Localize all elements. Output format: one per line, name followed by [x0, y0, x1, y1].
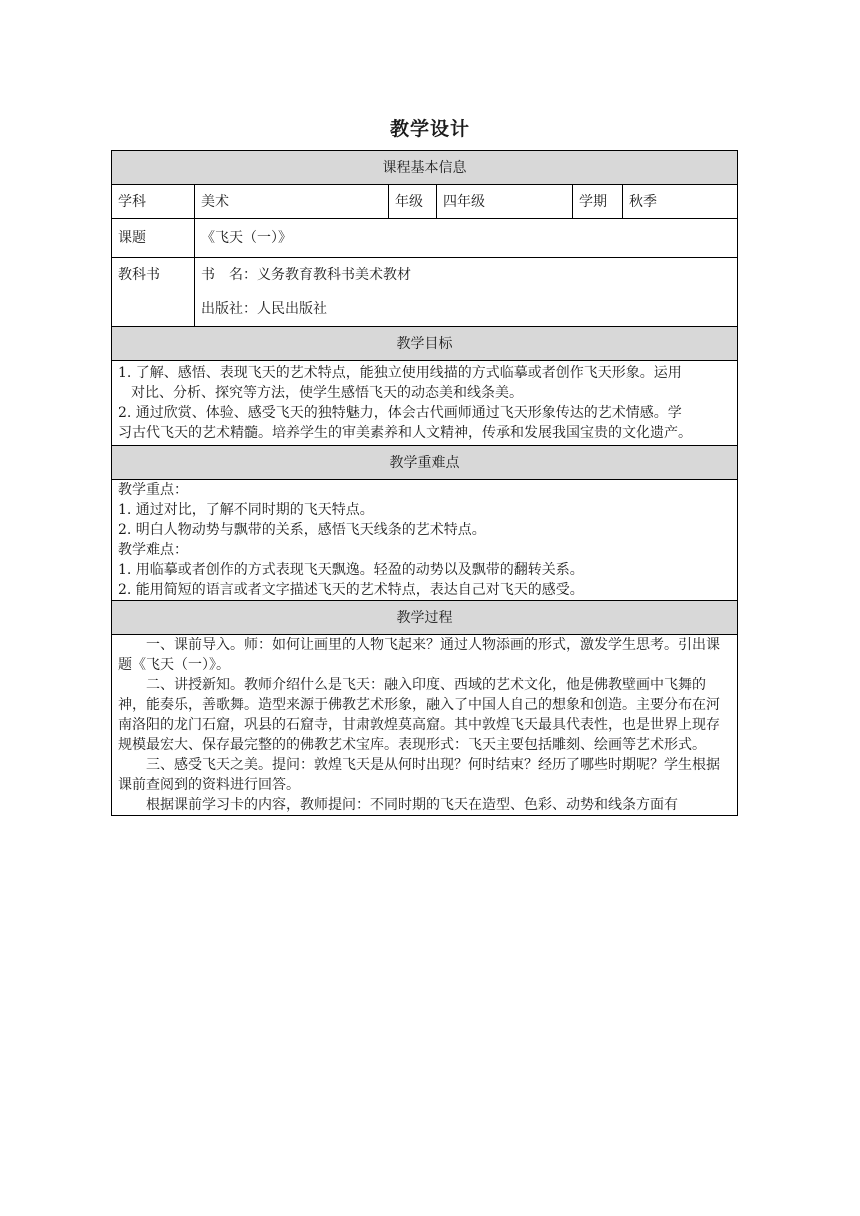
- focus-label: 教学重点：: [118, 482, 188, 498]
- term-label: 学期: [573, 185, 623, 219]
- key-points-header: 教学重难点: [112, 446, 738, 480]
- process-paragraph-4: 根据课前学习卡的内容，教师提问：不同时期的飞天在造型、色彩、动势和线条方面有: [146, 797, 678, 813]
- process-paragraph-1: 一、课前导入。师：如何让画里的人物飞起来？通过人物添画的形式，激发学生思考。引出课题《飞天（一）》。: [118, 637, 720, 673]
- focus-item-2: 2. 明白人物动势与飘带的关系，感悟飞天线条的艺术特点。: [118, 522, 486, 538]
- term-value: 秋季: [623, 185, 738, 219]
- textbook-label: 教科书: [112, 258, 195, 327]
- grade-label: 年级: [389, 185, 437, 219]
- process-row: [112, 635, 738, 816]
- process-paragraph-2: 二、讲授新知。教师介绍什么是飞天：融入印度、西域的艺术文化，他是佛教壁画中飞舞的神，能奏乐，善歌舞。造型来源于佛教艺术形象，融入了中国人自己的想象和创造。主要分布在河南洛阳的龙门石窟，巩县的石窟寺，甘肃敦煌莫高窟。其中敦煌飞天最具代表性，也是世界上现存规模最宏大、保存最完整的的佛教艺术宝库。表现形式：飞天主要包括雕刻、绘画等艺术形式。: [118, 677, 720, 753]
- basic-info-header: 课程基本信息: [112, 151, 738, 185]
- textbook-row: [112, 258, 738, 327]
- topic-label: 课题: [112, 219, 195, 258]
- grade-value: 四年级: [437, 185, 573, 219]
- difficulty-item-1: 1. 用临摹或者创作的方式表现飞天飘逸。轻盈的动势以及飘带的翻转关系。: [118, 562, 584, 578]
- objectives-header: 教学目标: [112, 327, 738, 361]
- subject-value: 美术: [195, 185, 389, 219]
- lesson-plan-table: [111, 150, 738, 816]
- objectives-row: [112, 361, 738, 446]
- difficulty-label: 教学难点：: [118, 542, 188, 558]
- subject-label: 学科: [112, 185, 195, 219]
- key-points-header-row: [112, 446, 738, 480]
- key-points-row: [112, 480, 738, 601]
- topic-row: [112, 219, 738, 258]
- objective-2-line-2: 习古代飞天的艺术精髓。培养学生的审美素养和人文精神，传承和发展我国宝贵的文化遗产。: [118, 425, 692, 441]
- process-header-row: [112, 601, 738, 635]
- focus-item-1: 1. 通过对比，了解不同时期的飞天特点。: [118, 502, 374, 518]
- textbook-publisher: 出版社：人民出版社: [201, 301, 327, 317]
- textbook-name: 书 名：义务教育教科书美术教材: [201, 267, 411, 283]
- process-paragraph-3: 三、感受飞天之美。提问：敦煌飞天是从何时出现？何时结束？经历了哪些时期呢？学生根据课前查阅到的资料进行回答。: [118, 757, 720, 793]
- objectives-header-row: [112, 327, 738, 361]
- objective-2-line-1: 2. 通过欣赏、体验、感受飞天的独特魅力，体会古代画师通过飞天形象传达的艺术情感。学: [118, 405, 682, 421]
- objective-1-line-2: 对比、分析、探究等方法，使学生感悟飞天的动态美和线条美。: [131, 385, 523, 401]
- objective-1-line-1: 1. 了解、感悟、表现飞天的艺术特点，能独立使用线描的方式临摹或者创作飞天形象。运用: [118, 365, 682, 381]
- topic-value: 《飞天（一）》: [195, 219, 738, 258]
- process-header: 教学过程: [112, 601, 738, 635]
- difficulty-item-2: 2. 能用简短的语言或者文字描述飞天的艺术特点，表达自己对飞天的感受。: [118, 582, 584, 598]
- subject-row: [112, 185, 738, 219]
- basic-info-header-row: [112, 151, 738, 185]
- document-title: 教学设计: [389, 118, 470, 140]
